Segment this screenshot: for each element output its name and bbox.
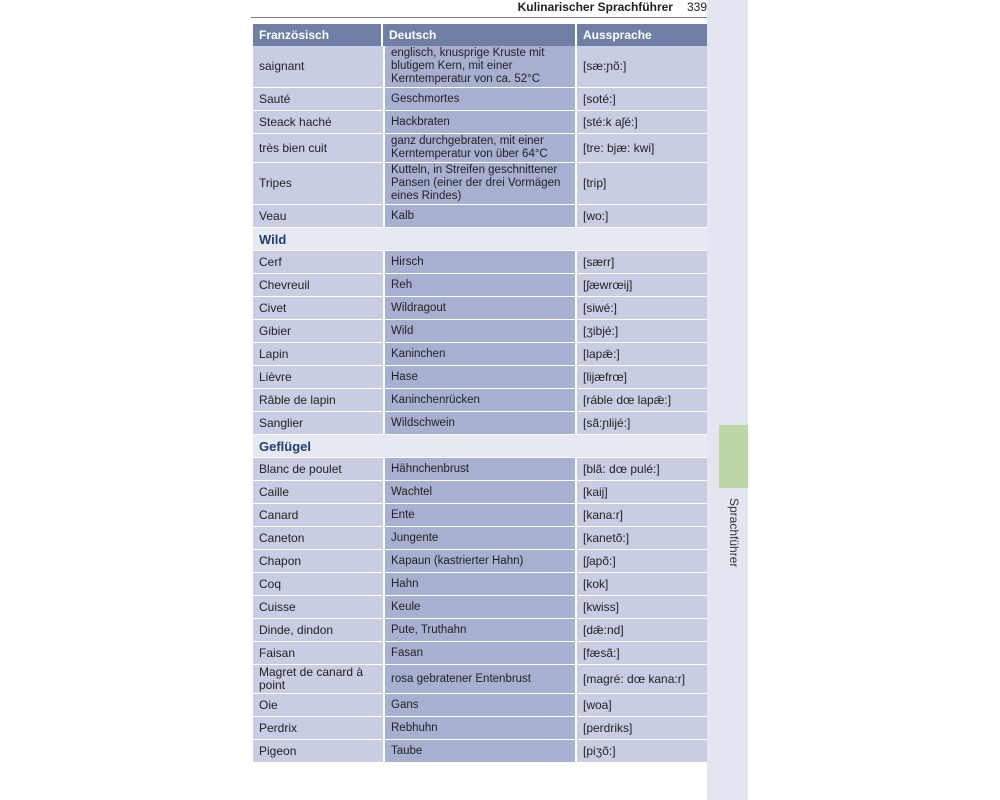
german-translation: Wachtel bbox=[383, 481, 577, 504]
column-header-pronunciation: Aussprache bbox=[577, 24, 707, 46]
french-term: Civet bbox=[253, 297, 383, 320]
german-translation: englisch, knusprige Kruste mit blutigem Kern, mit einer Kerntemperatur von ca. 52°C bbox=[383, 46, 577, 88]
table-row bbox=[253, 389, 707, 412]
german-translation: Hirsch bbox=[383, 251, 577, 274]
table-row bbox=[253, 527, 707, 550]
pronunciation: [wo:] bbox=[577, 205, 707, 228]
table-row bbox=[253, 504, 707, 527]
french-term: Lièvre bbox=[253, 366, 383, 389]
table-row bbox=[253, 596, 707, 619]
german-translation: Kutteln, in Streifen geschnittener Pansen (einer der drei Vormägen eines Rindes) bbox=[383, 163, 577, 205]
pronunciation: [særr] bbox=[577, 251, 707, 274]
table-row bbox=[253, 412, 707, 435]
pronunciation: [kanetõ:] bbox=[577, 527, 707, 550]
pronunciation: [woa] bbox=[577, 694, 707, 717]
column-header-french: Französisch bbox=[253, 24, 383, 46]
german-translation: Hähnchenbrust bbox=[383, 458, 577, 481]
section-heading: Wild bbox=[253, 228, 707, 251]
table-row bbox=[253, 619, 707, 642]
french-term: Cerf bbox=[253, 251, 383, 274]
german-translation: Jungente bbox=[383, 527, 577, 550]
pronunciation: [kana:r] bbox=[577, 504, 707, 527]
table-row bbox=[253, 458, 707, 481]
pronunciation: [kaij] bbox=[577, 481, 707, 504]
french-term: Veau bbox=[253, 205, 383, 228]
pronunciation: [perdriks] bbox=[577, 717, 707, 740]
pronunciation: [trip] bbox=[577, 163, 707, 205]
pronunciation: [magré: dœ kana:r] bbox=[577, 665, 707, 694]
table-row bbox=[253, 88, 707, 111]
french-term: Cuisse bbox=[253, 596, 383, 619]
french-term: très bien cuit bbox=[253, 134, 383, 163]
running-head bbox=[251, 0, 707, 18]
page-number: 339 bbox=[686, 0, 707, 14]
table-row bbox=[253, 366, 707, 389]
pronunciation: [sæ:ɲõ:] bbox=[577, 46, 707, 88]
pronunciation: [sté:k aʃé:] bbox=[577, 111, 707, 134]
german-translation: Fasan bbox=[383, 642, 577, 665]
german-translation: ganz durchgebraten, mit einer Kerntemperatur von über 64°C bbox=[383, 134, 577, 163]
table-row bbox=[253, 717, 707, 740]
pronunciation: [soté:] bbox=[577, 88, 707, 111]
pronunciation: [piʒõ:] bbox=[577, 740, 707, 763]
pronunciation: [ʃapõ:] bbox=[577, 550, 707, 573]
french-term: Chapon bbox=[253, 550, 383, 573]
german-translation: rosa gebratener Entenbrust bbox=[383, 665, 577, 694]
german-translation: Kaninchen bbox=[383, 343, 577, 366]
french-term: Coq bbox=[253, 573, 383, 596]
pronunciation: [lapǣ:] bbox=[577, 343, 707, 366]
pronunciation: [lijæfrœ] bbox=[577, 366, 707, 389]
french-term: Lapin bbox=[253, 343, 383, 366]
german-translation: Hahn bbox=[383, 573, 577, 596]
french-term: Steack haché bbox=[253, 111, 383, 134]
french-term: Faisan bbox=[253, 642, 383, 665]
table-row bbox=[253, 163, 707, 205]
french-term: Tripes bbox=[253, 163, 383, 205]
pronunciation: [fæsã:] bbox=[577, 642, 707, 665]
french-term: Gibier bbox=[253, 320, 383, 343]
pronunciation: [blã: dœ pulé:] bbox=[577, 458, 707, 481]
german-translation: Hase bbox=[383, 366, 577, 389]
french-term: Magret de canard à point bbox=[253, 665, 383, 694]
culinary-glossary-table bbox=[253, 24, 707, 763]
table-row bbox=[253, 573, 707, 596]
french-term: Canard bbox=[253, 504, 383, 527]
pronunciation: [kok] bbox=[577, 573, 707, 596]
table-row bbox=[253, 274, 707, 297]
pronunciation: [ráble dœ lapǣ:] bbox=[577, 389, 707, 412]
section-heading: Geflügel bbox=[253, 435, 707, 458]
german-translation: Wildschwein bbox=[383, 412, 577, 435]
chapter-side-label: Sprachführer bbox=[727, 498, 741, 568]
french-term: Sanglier bbox=[253, 412, 383, 435]
german-translation: Geschmortes bbox=[383, 88, 577, 111]
french-term: Pigeon bbox=[253, 740, 383, 763]
running-head-title: Kulinarischer Sprachführer bbox=[517, 0, 673, 14]
side-margin-strip bbox=[707, 0, 748, 800]
table-row bbox=[253, 205, 707, 228]
german-translation: Pute, Truthahn bbox=[383, 619, 577, 642]
french-term: Perdrix bbox=[253, 717, 383, 740]
book-page bbox=[251, 0, 748, 800]
column-header-german: Deutsch bbox=[383, 24, 577, 46]
pronunciation: [siwé:] bbox=[577, 297, 707, 320]
french-term: Sauté bbox=[253, 88, 383, 111]
german-translation: Rebhuhn bbox=[383, 717, 577, 740]
table-row bbox=[253, 251, 707, 274]
french-term: saignant bbox=[253, 46, 383, 88]
pronunciation: [ʃæwrœij] bbox=[577, 274, 707, 297]
table-row bbox=[253, 343, 707, 366]
table-body bbox=[253, 46, 707, 763]
french-term: Chevreuil bbox=[253, 274, 383, 297]
french-term: Dinde, dindon bbox=[253, 619, 383, 642]
table-row bbox=[253, 481, 707, 504]
german-translation: Kapaun (kastrierter Hahn) bbox=[383, 550, 577, 573]
table-row bbox=[253, 320, 707, 343]
table-header-row bbox=[253, 24, 707, 46]
table-row bbox=[253, 740, 707, 763]
table-row bbox=[253, 297, 707, 320]
chapter-thumb-tab bbox=[719, 425, 748, 488]
table-row bbox=[253, 111, 707, 134]
pronunciation: [ʒibjé:] bbox=[577, 320, 707, 343]
german-translation: Keule bbox=[383, 596, 577, 619]
french-term: Râble de lapin bbox=[253, 389, 383, 412]
german-translation: Reh bbox=[383, 274, 577, 297]
pronunciation: [dǣ:nd] bbox=[577, 619, 707, 642]
german-translation: Hackbraten bbox=[383, 111, 577, 134]
pronunciation: [sã:ɲlijé:] bbox=[577, 412, 707, 435]
table-row bbox=[253, 46, 707, 88]
table-row bbox=[253, 642, 707, 665]
german-translation: Taube bbox=[383, 740, 577, 763]
german-translation: Gans bbox=[383, 694, 577, 717]
french-term: Caille bbox=[253, 481, 383, 504]
german-translation: Kalb bbox=[383, 205, 577, 228]
german-translation: Ente bbox=[383, 504, 577, 527]
table-row bbox=[253, 694, 707, 717]
german-translation: Kaninchenrücken bbox=[383, 389, 577, 412]
pronunciation: [tre: bjæ: kwi] bbox=[577, 134, 707, 163]
german-translation: Wildragout bbox=[383, 297, 577, 320]
french-term: Blanc de poulet bbox=[253, 458, 383, 481]
german-translation: Wild bbox=[383, 320, 577, 343]
pronunciation: [kwiss] bbox=[577, 596, 707, 619]
table-row bbox=[253, 665, 707, 694]
section-heading-row bbox=[253, 435, 707, 458]
french-term: Caneton bbox=[253, 527, 383, 550]
section-heading-row bbox=[253, 228, 707, 251]
french-term: Oie bbox=[253, 694, 383, 717]
table-row bbox=[253, 134, 707, 163]
table-row bbox=[253, 550, 707, 573]
